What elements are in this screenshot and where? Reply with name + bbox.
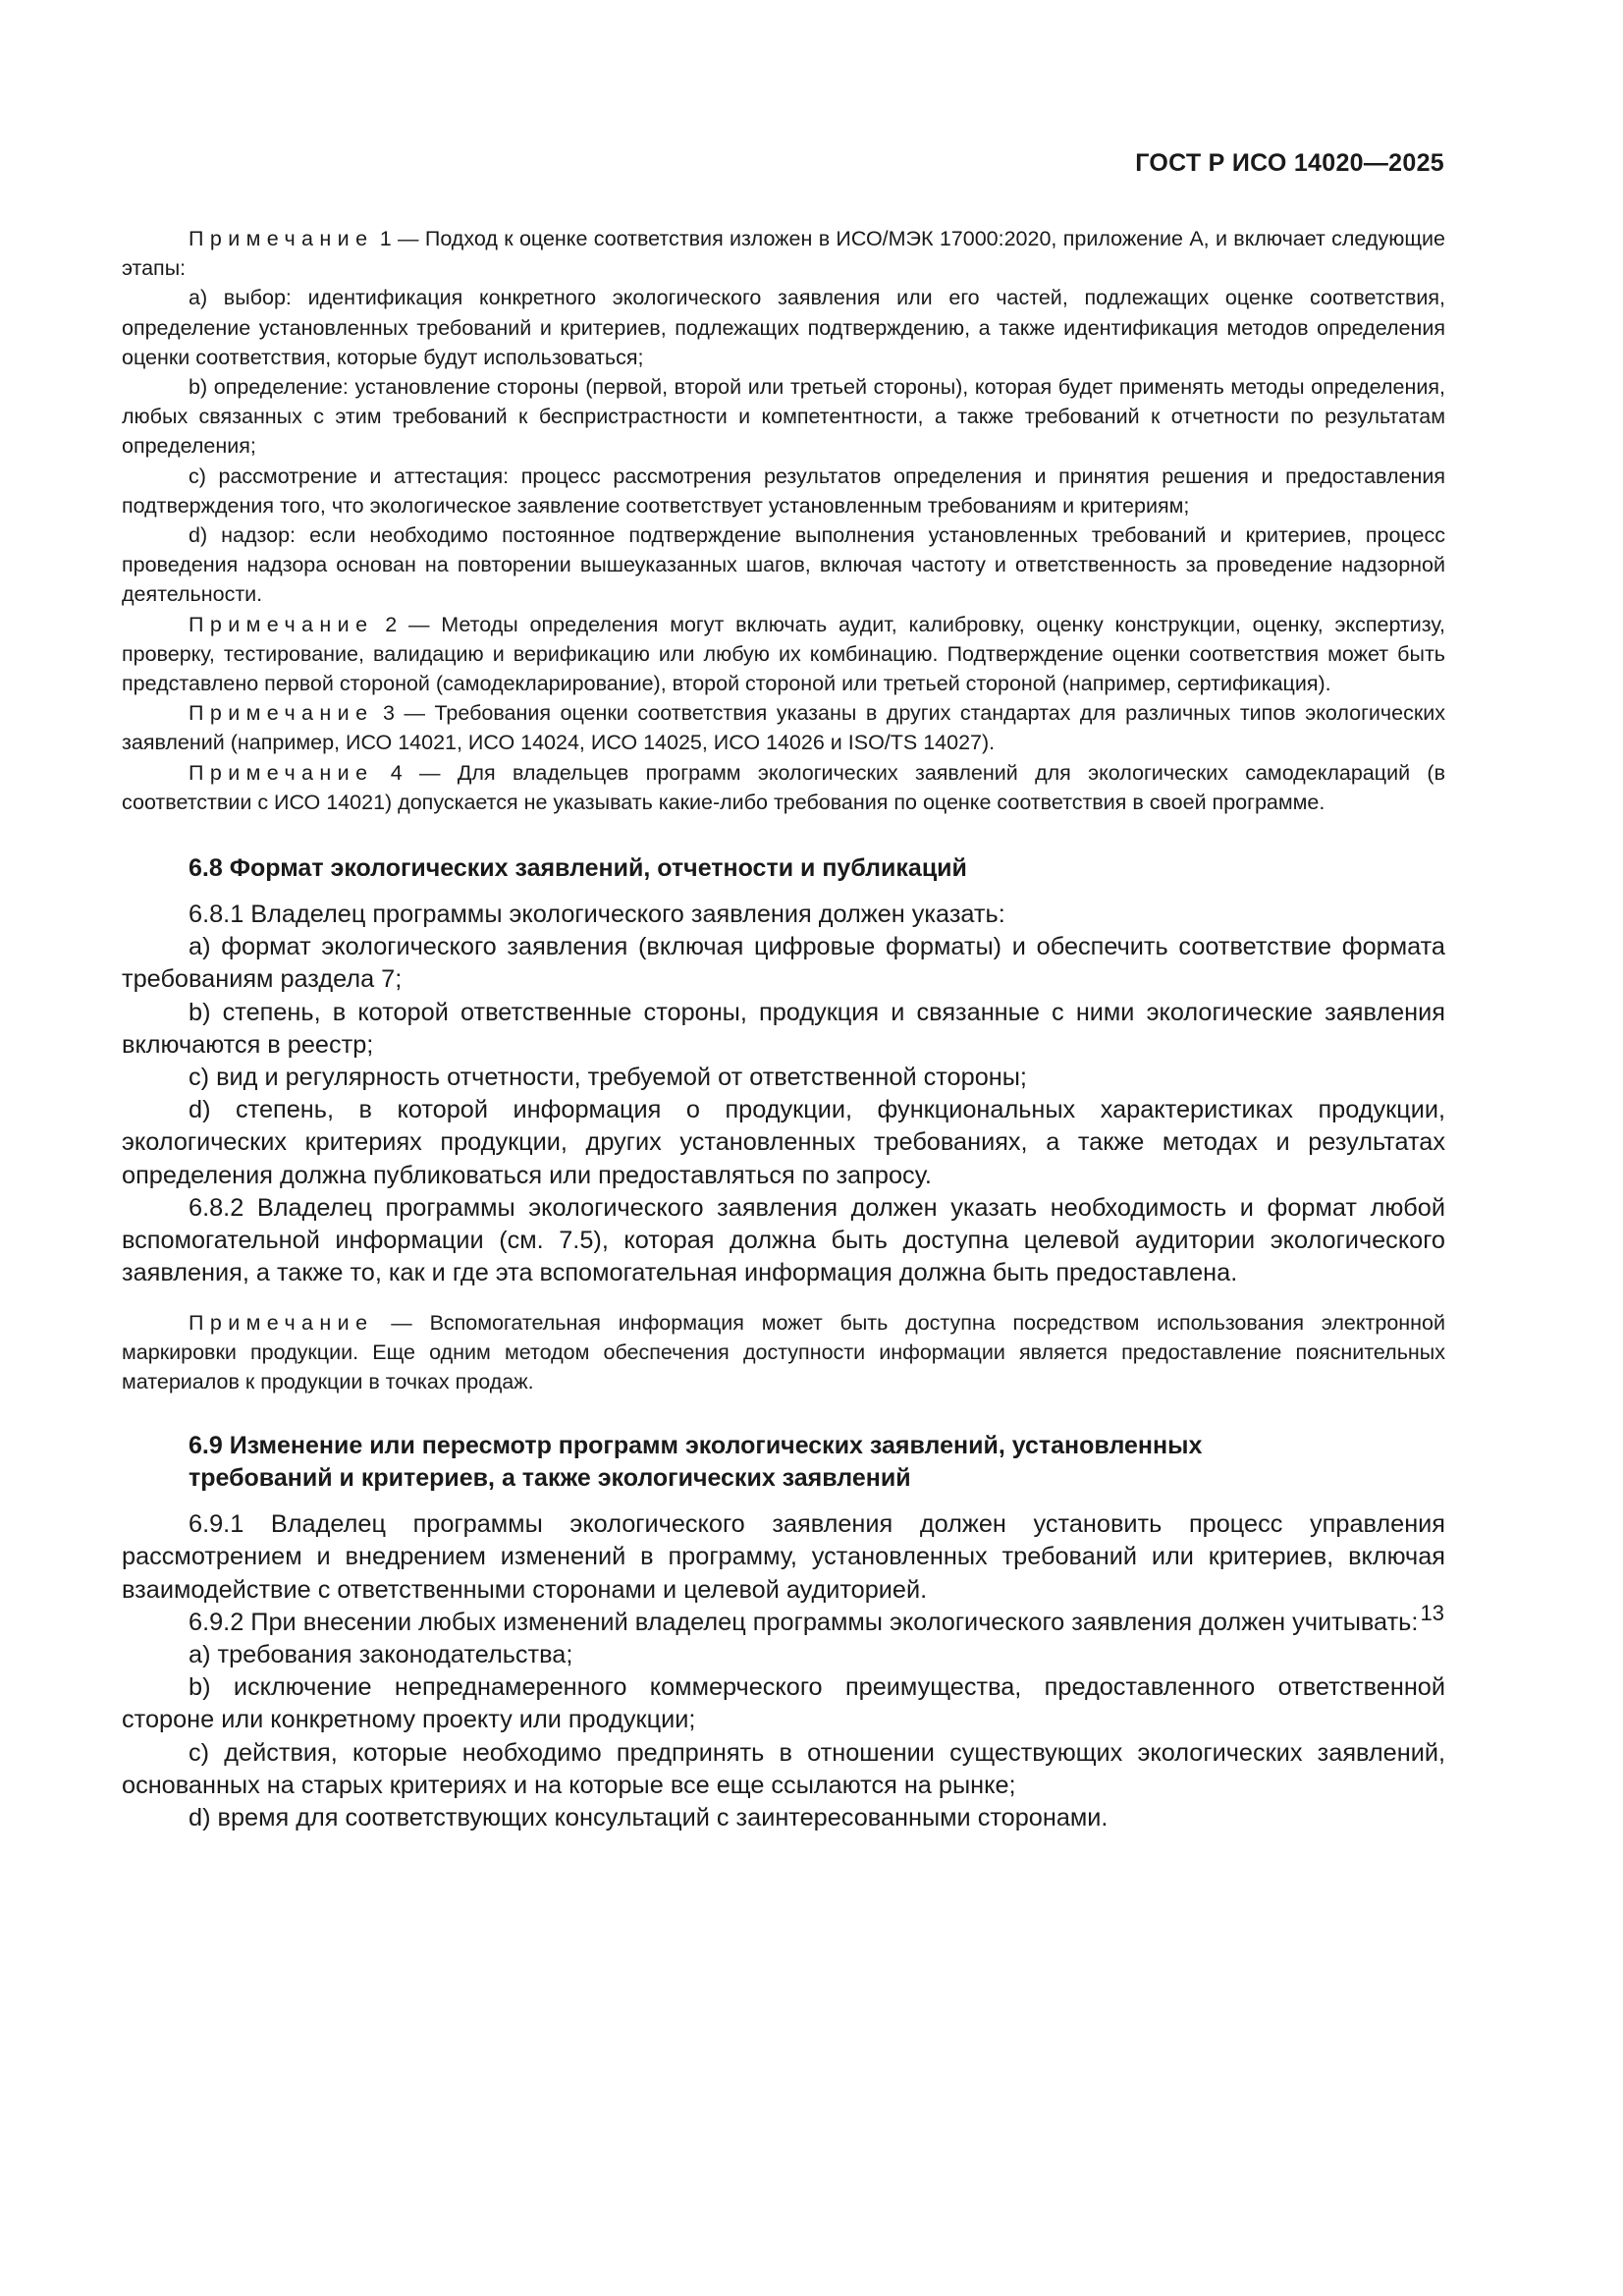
- note-3: [122, 698, 1445, 757]
- note-label: Примечание: [189, 612, 374, 636]
- note-text: 3 — Требования оценки соответствия указаны в других стандартах для различных типов экологических заявлений (например, ИСО 14021, ИСО 14024, ИСО 14025, ИСО 14026 и ISO/TS 14027).: [122, 701, 1445, 755]
- note-text: — Вспомогательная информация может быть доступна посредством использования электронной маркировки продукции. Еще одним методом обеспечения доступности информации является предоставление пояснительных материалов к продукции в точках продаж.: [122, 1310, 1445, 1394]
- note-text: 2 — Методы определения могут включать аудит, калибровку, оценку конструкции, оценку, экспертизу, проверку, тестирование, валидацию и верификацию или любую их комбинацию. Подтверждение оценки соответствия может быть представлено первой стороной (самодекларирование), второй стороной или третьей стороной (например, сертификация).: [122, 612, 1445, 696]
- page-number: 13: [1420, 1601, 1444, 1625]
- section-6-9-body: [122, 1508, 1445, 1834]
- paragraph-6-9-2-a: а) требования законодательства;: [189, 1640, 573, 1668]
- note-2: [122, 610, 1445, 699]
- note-4: [122, 758, 1445, 817]
- paragraph-6-9-2-b: b) исключение непреднамеренного коммерческого преимущества, предоставленного ответственной стороне или конкретному проекту или продукции;: [122, 1673, 1445, 1734]
- paragraph-6-9-2-c: с) действия, которые необходимо предпринять в отношении существующих экологических заявлений, основанных на старых критериях и на которые все еще ссылаются на рынке;: [122, 1738, 1445, 1799]
- note-text: 1 — Подход к оценке соответствия изложен в ИСО/МЭК 17000:2020, приложение А, и включает следующие этапы:: [122, 227, 1445, 281]
- note-1-item-b: b) определение: установление стороны (первой, второй или третьей стороны), которая будет применять методы определения, любых связанных с этим требований к беспристрастности и компетентности, а также требований к отчетности по результатам определения;: [122, 375, 1445, 459]
- document-code-header: ГОСТ Р ИСО 14020—2025: [1135, 149, 1444, 177]
- paragraph-6-8-1-c: с) вид и регулярность отчетности, требуемой от ответственной стороны;: [189, 1064, 1027, 1092]
- note-label: Примечание: [189, 227, 374, 250]
- note-1-item-d: d) надзор: если необходимо постоянное подтверждение выполнения установленных требований и критериев, процесс проведения надзора основан на повторении вышеуказанных шагов, включая частоту и ответственность за проведение надзорной деятельности.: [122, 523, 1445, 607]
- note-1-item-a: а) выбор: идентификация конкретного экологического заявления или его частей, подлежащих оценке соответствия, определение установленных требований и критериев, подлежащих подтверждению, а также идентификация методов определения оценки соответствия, которые будут использоваться;: [122, 286, 1445, 369]
- paragraph-6-8-2: 6.8.2 Владелец программы экологического заявления должен указать необходимость и формат любой вспомогательной информации (см. 7.5), которая должна быть доступна целевой аудитории экологического заявления, а также то, как и где эта вспомогательная информация должна быть предоставлена.: [122, 1193, 1445, 1287]
- paragraph-6-9-2-d: d) время для соответствующих консультаций с заинтересованными сторонами.: [189, 1803, 1109, 1831]
- note-1-item-c: с) рассмотрение и аттестация: процесс рассмотрения результатов определения и принятия решения и предоставления подтверждения того, что экологическое заявление соответствует установленным требованиям и критериям;: [122, 464, 1445, 518]
- paragraph-6-9-1: 6.9.1 Владелец программы экологического заявления должен установить процесс управления рассмотрением и внедрением изменений в программу, установленных требований или критериев, включая взаимодействие с ответственными сторонами и целевой аудиторией.: [122, 1510, 1445, 1604]
- paragraph-6-8-1-d: d) степень, в которой информация о продукции, функциональных характеристиках продукции, экологических критериях продукции, других установленных требованиях, а также методах и результатах определения должна публиковаться или предоставляться по запросу.: [122, 1096, 1445, 1189]
- note-label: Примечание: [189, 701, 374, 726]
- section-6-9-title-line-2: требований и критериев, а также экологических заявлений: [189, 1464, 911, 1493]
- section-6-8-body: [122, 899, 1445, 1289]
- note-label: Примечание: [189, 760, 374, 785]
- note: [122, 1308, 1445, 1397]
- section-6-8-title: 6.8 Формат экологических заявлений, отчетности и публикаций: [189, 854, 967, 883]
- paragraph-6-8-1-a: а) формат экологического заявления (включая цифровые форматы) и обеспечить соответствие формата требованиям раздела 7;: [122, 933, 1445, 994]
- section-6-9-title: [189, 1430, 1445, 1495]
- note-1: [122, 224, 1445, 283]
- note-label: Примечание: [189, 1310, 374, 1335]
- section-6-9-title-line-1: 6.9 Изменение или пересмотр программ экологических заявлений, установленных: [189, 1432, 1203, 1460]
- section-6-8-note: [122, 1308, 1445, 1397]
- notes-block-top: [122, 224, 1445, 817]
- paragraph-6-8-1-b: b) степень, в которой ответственные стороны, продукция и связанные с ними экологические заявления включаются в реестр;: [122, 998, 1445, 1059]
- page-content: [122, 224, 1445, 1834]
- paragraph-6-9-2: 6.9.2 При внесении любых изменений владелец программы экологического заявления должен учитывать:: [189, 1608, 1419, 1636]
- note-text: 4 — Для владельцев программ экологических заявлений для экологических самодеклараций (в соответствии с ИСО 14021) допускается не указывать какие-либо требования по оценке соответствия в своей программе.: [122, 760, 1445, 814]
- paragraph-6-8-1: 6.8.1 Владелец программы экологического заявления должен указать:: [189, 901, 1005, 929]
